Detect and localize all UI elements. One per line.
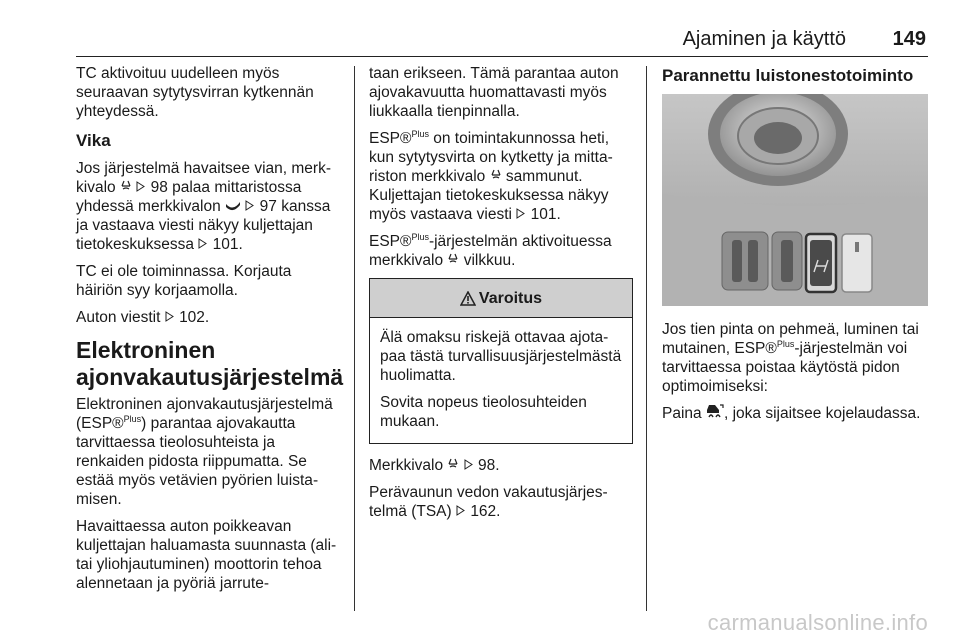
warning-body: [370, 318, 632, 443]
esp-off-button-icon: [706, 404, 724, 418]
page-reference-icon: [198, 238, 208, 249]
paragraph: Älä omaksu riskejä ottavaa ajotapaa tästä turvallisuusjärjestelmästä huolimatta.: [380, 329, 622, 384]
esp-warning-icon: [447, 458, 459, 470]
page-reference-icon: [516, 208, 526, 219]
page-header: [76, 24, 928, 57]
warning-box: [369, 278, 633, 444]
paragraph: Jos tien pinta on pehmeä, luminen tai mutainen, ESP®$^{Plus}$-järjestelmän voi tarvittaessa poistaa käytöstä pidon optimoimiseksi:: [662, 321, 919, 395]
heading-esp: Elektroninen ajonvakautusjärjestelmä: [76, 337, 344, 390]
column-divider: [646, 66, 647, 611]
paragraph: Paina , joka sijaitsee kojelaudassa.: [662, 405, 921, 422]
paragraph: taan erikseen. Tämä parantaa auton ajovakavuutta huomattavasti myös liukkaalla tienpinnalla.: [369, 65, 619, 120]
paragraph: ESP®$^{Plus}$ on toimintakunnossa heti, kun sytytysvirta on kytketty ja mittariston merkkivalo sammunut. Kuljettajan tietokeskuksessa näkyy myös vastaava viesti 101.: [369, 129, 613, 223]
paragraph: ESP®$^{Plus}$-järjestelmän aktivoituessa merkkivalo vilkkuu.: [369, 232, 612, 269]
heading-vika: Vika: [76, 131, 111, 150]
page-reference-icon: [136, 181, 146, 192]
paragraph: TC aktivoituu uudelleen myös seuraavan sytytysvirran kytkennän yhteydessä.: [76, 65, 314, 120]
dashboard-photo: [662, 94, 928, 306]
column-left: [76, 64, 342, 601]
column-right: [662, 64, 928, 431]
page-reference-icon: [464, 459, 474, 470]
warning-header: [370, 279, 632, 318]
paragraph: Auton viestit 102.: [76, 309, 210, 326]
paragraph: TC ei ole toiminnassa. Korjauta häiriön syy korjaamolla.: [76, 263, 292, 299]
paragraph: Perävaunun vedon vakautusjärjestelmä (TSA) 162.: [369, 484, 608, 520]
paragraph: Merkkivalo 98.: [369, 457, 500, 474]
section-title: Ajaminen ja käyttö: [682, 28, 846, 50]
paragraph: Elektroninen ajonvakautusjärjestelmä (ESP®$^{Plus}$) parantaa ajovakautta tarvittaessa tieolosuhteista ja renkaiden pidosta riippumatta. Se estää myös vetävien pyörien luistamisen.: [76, 396, 333, 508]
page-reference-icon: [165, 311, 175, 322]
steering-warning-icon: [225, 200, 241, 211]
paragraph: Havaittaessa auton poikkeavan kuljettajan haluamasta suunnasta (ali- tai yliohjautuminen) moottorin tehoa alennetaan ja pyöriä jarrute-: [76, 518, 337, 592]
heading-traction: Parannettu luistonestotoiminto: [662, 66, 914, 85]
column-divider: [354, 66, 355, 611]
esp-warning-icon: [447, 253, 459, 265]
page-number: 149: [892, 28, 926, 50]
paragraph: Jos järjestelmä havaitsee vian, merkkivalo 98 palaa mittaristossa yhdessä merkkivalon 97 kanssa ja vastaava viesti näkyy kuljettajan tietokeskuksessa 101.: [76, 160, 331, 253]
warning-triangle-icon: [460, 291, 476, 306]
column-middle: [369, 64, 633, 529]
page-reference-icon: [245, 200, 255, 211]
esp-warning-icon: [120, 180, 132, 192]
esp-warning-icon: [490, 169, 502, 181]
page-reference-icon: [456, 505, 466, 516]
warning-title: Varoitus: [478, 289, 543, 307]
dashboard-illustration: [662, 94, 928, 306]
watermark: carmanualsonline.info: [707, 610, 928, 635]
paragraph: Sovita nopeus tieolosuhteiden mukaan.: [380, 394, 587, 430]
